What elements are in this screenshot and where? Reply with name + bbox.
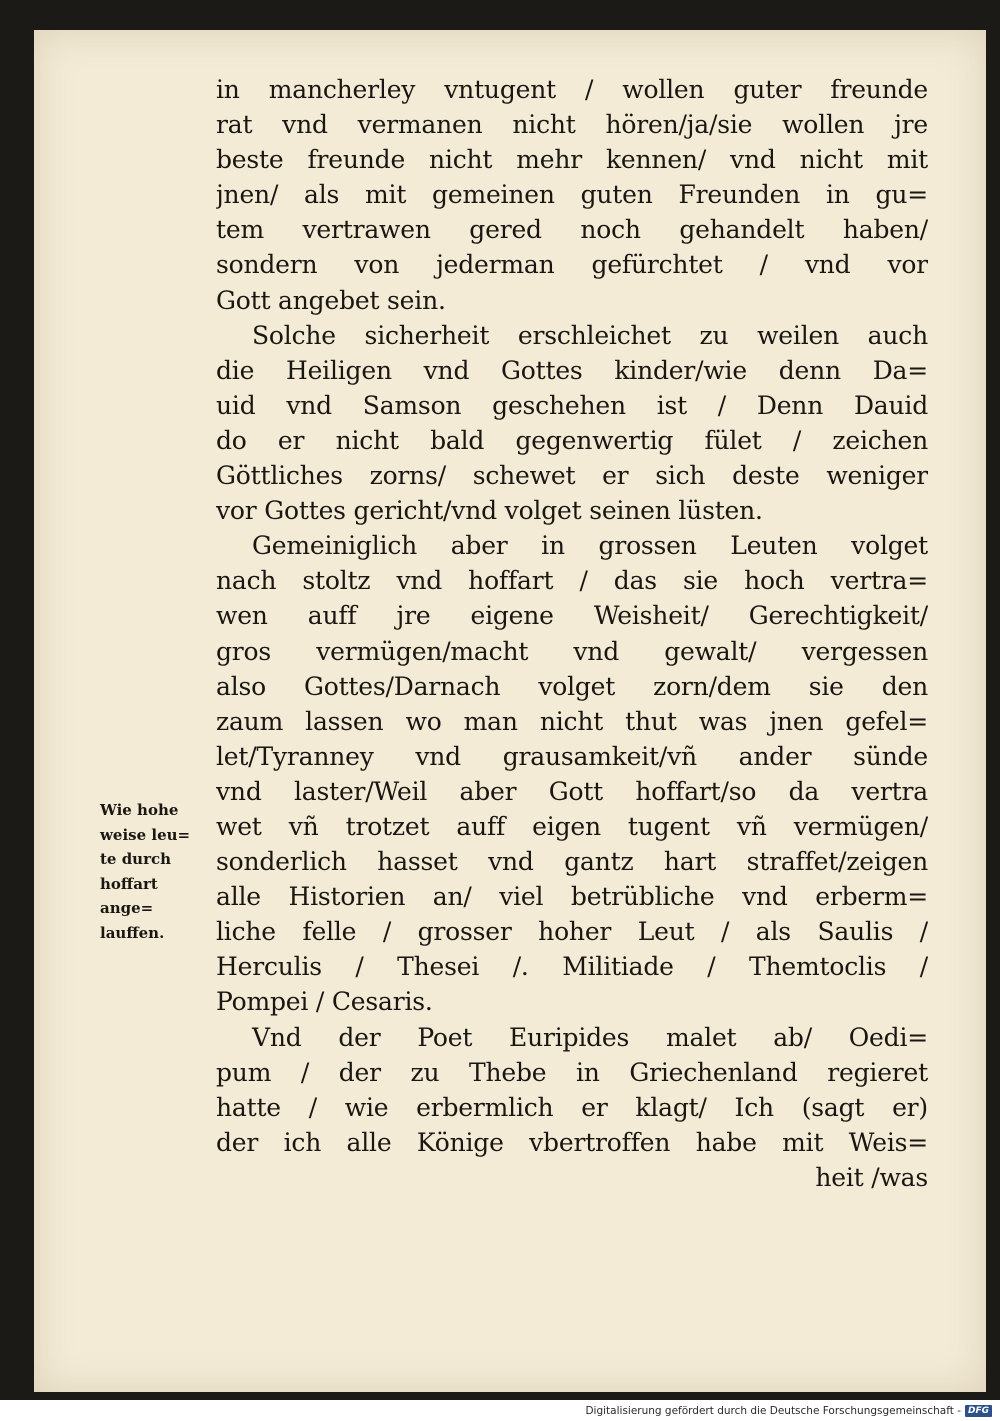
marginal-note-line: te durch: [100, 850, 172, 868]
text-line: vnd laster/Weil aber Gott hoffart/so da vertra: [216, 776, 928, 806]
text-line: jnen/ als mit gemeinen guten Freunden in gu=: [216, 180, 928, 210]
text-line: alle Historien an/ viel betrübliche vnd erberm=: [216, 882, 928, 912]
credit-text: Digitalisierung gefördert durch die Deutsche Forschungsgemeinschaft -: [585, 1405, 961, 1417]
text-line: vor Gottes gericht/vnd volget seinen lüsten.: [216, 496, 763, 526]
text-line: Pompei / Cesaris.: [216, 987, 433, 1017]
marginal-note: [100, 798, 240, 945]
text-line: Herculis / Thesei /. Militiade / Themtoclis /: [216, 952, 928, 982]
text-line: hatte / wie erbermlich er klagt/ Ich (sagt er): [216, 1092, 928, 1122]
catchword-line: heit /was: [815, 1162, 928, 1192]
marginal-note-line: hoffart: [100, 874, 158, 893]
text-line: let/Tyranney vnd grausamkeit/vñ ander sünde: [216, 741, 928, 771]
text-line: sondern von jederman gefürchtet / vnd vor: [216, 250, 928, 280]
text-line: do er nicht bald gegenwertig fület / zeichen: [216, 425, 928, 455]
text-line: in mancherley vntugent / wollen guter freunde: [216, 75, 928, 104]
text-line: beste freunde nicht mehr kennen/ vnd nicht mit: [216, 145, 928, 175]
text-line: wet vñ trotzet auff eigen tugent vñ vermügen/: [216, 811, 928, 841]
text-line: also Gottes/Darnach volget zorn/dem sie den: [216, 671, 928, 701]
text-line: pum / der zu Thebe in Griechenland regieret: [216, 1057, 928, 1087]
text-line: Vnd der Poet Euripides malet ab/ Oedi=: [252, 1022, 928, 1052]
marginal-note-line: weise leu=: [100, 825, 191, 844]
text-line: Göttliches zorns/ schewet er sich deste weniger: [216, 461, 928, 491]
dfg-logo: DFG: [965, 1405, 992, 1417]
text-line: nach stoltz vnd hoffart / das sie hoch vertra=: [216, 566, 928, 596]
text-line: gros vermügen/macht vnd gewalt/ vergessen: [216, 636, 928, 666]
marginal-note-line: lauffen.: [100, 923, 165, 942]
marginal-note-line: Wie hohe: [100, 801, 179, 819]
text-line: der ich alle Könige vbertroffen habe mit Weis=: [216, 1127, 928, 1157]
text-line: zaum lassen wo man nicht thut was jnen gefel=: [216, 706, 928, 736]
text-line: uid vnd Samson geschehen ist / Denn Dauid: [216, 390, 928, 420]
text-line: wen auff jre eigene Weisheit/ Gerechtigkeit/: [216, 601, 928, 631]
text-line: Gemeiniglich aber in grossen Leuten volget: [252, 531, 928, 561]
text-line: die Heiligen vnd Gottes kinder/wie denn Da=: [216, 355, 928, 385]
text-line: Gott angebet sein.: [216, 285, 446, 315]
text-line: tem vertrawen gered noch gehandelt haben/: [216, 215, 928, 245]
text-line: liche felle / grosser hoher Leut / als Saulis /: [216, 917, 928, 947]
footer-credit: [585, 1403, 992, 1419]
text-line: Solche sicherheit erschleichet zu weilen auch: [252, 320, 928, 350]
marginal-note-line: ange=: [100, 899, 154, 917]
text-line: sonderlich hasset vnd gantz hart straffet/zeigen: [216, 847, 928, 877]
body-text: [216, 72, 928, 1195]
text-line: rat vnd vermanen nicht hören/ja/sie wollen jre: [216, 110, 928, 140]
